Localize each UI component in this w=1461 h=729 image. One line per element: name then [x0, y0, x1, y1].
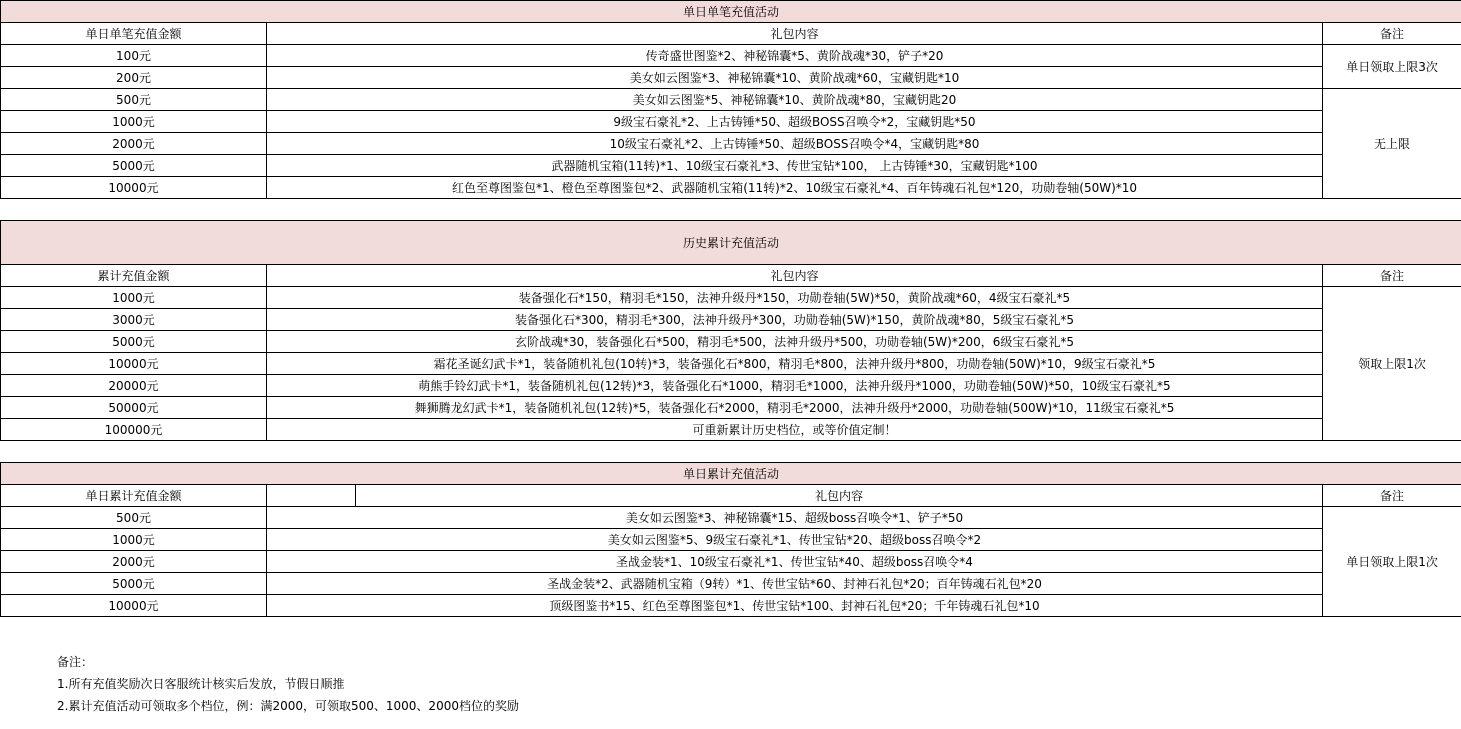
single-recharge-table [0, 0, 1461, 199]
amount-cell: 100000元 [1, 419, 267, 441]
table-header-row [1, 485, 1461, 507]
table-title: 历史累计充值活动 [1, 221, 1461, 265]
table-title-row [1, 1, 1461, 23]
content-cell: 红色至尊图鉴包*1、橙色至尊图鉴包*2、武器随机宝箱(11转)*2、10级宝石豪礼*4、百年铸魂石礼包*120，功勋卷轴(50W)*10 [267, 177, 1323, 199]
amount-cell: 10000元 [1, 177, 267, 199]
table-row [1, 507, 1461, 529]
notes-line: 2.累计充值活动可领取多个档位，例：满2000，可领取500、1000、2000档位的奖励 [57, 699, 519, 713]
table-title-row [1, 221, 1461, 265]
table-row [1, 45, 1461, 67]
header-content: 礼包内容 [267, 23, 1323, 45]
table-row [1, 111, 1461, 133]
table-row [1, 595, 1461, 617]
table-row [1, 529, 1461, 551]
table-row [1, 89, 1461, 111]
amount-cell: 2000元 [1, 551, 267, 573]
content-cell: 舞狮腾龙幻武卡*1，装备随机礼包(12转)*5，装备强化石*2000，精羽毛*2000，法神升级丹*2000，功勋卷轴(500W)*10，11级宝石豪礼*5 [267, 397, 1323, 419]
amount-cell: 100元 [1, 45, 267, 67]
content-cell: 美女如云图鉴*3、神秘锦囊*15、超级boss召唤令*1、铲子*50 [267, 507, 1323, 529]
header-amount: 单日单笔充值金额 [1, 23, 267, 45]
header-amount: 单日累计充值金额 [1, 485, 267, 507]
table-row [1, 309, 1461, 331]
content-cell: 装备强化石*300，精羽毛*300，法神升级丹*300，功勋卷轴(5W)*150，黄阶战魂*80，5级宝石豪礼*5 [267, 309, 1323, 331]
content-cell: 美女如云图鉴*3、神秘锦囊*10、黄阶战魂*60，宝藏钥匙*10 [267, 67, 1323, 89]
content-cell: 顶级图鉴书*15、红色至尊图鉴包*1、传世宝钻*100、封神石礼包*20；千年铸魂石礼包*10 [267, 595, 1323, 617]
table-row [1, 331, 1461, 353]
content-cell: 传奇盛世图鉴*2、神秘锦囊*5、黄阶战魂*30，铲子*20 [267, 45, 1323, 67]
amount-cell: 500元 [1, 89, 267, 111]
amount-cell: 5000元 [1, 155, 267, 177]
table-header-row [1, 265, 1461, 287]
header-amount: 累计充值金额 [1, 265, 267, 287]
history-recharge-table [0, 220, 1461, 441]
content-cell: 装备强化石*150，精羽毛*150，法神升级丹*150，功勋卷轴(5W)*50，黄阶战魂*60，4级宝石豪礼*5 [267, 287, 1323, 309]
header-notes: 备注 [1323, 265, 1461, 287]
notes-heading: 备注： [57, 655, 94, 669]
amount-cell: 5000元 [1, 573, 267, 595]
content-cell: 美女如云图鉴*5、神秘锦囊*10、黄阶战魂*80，宝藏钥匙20 [267, 89, 1323, 111]
notes-cell: 单日领取上限1次 [1323, 507, 1461, 617]
table-row [1, 551, 1461, 573]
amount-cell: 1000元 [1, 287, 267, 309]
table-row [1, 133, 1461, 155]
notes-cell: 领取上限1次 [1323, 287, 1461, 441]
amount-cell: 1000元 [1, 529, 267, 551]
notes-line: 1.所有充值奖励次日客服统计核实后发放，节假日顺推 [57, 677, 345, 691]
amount-cell: 200元 [1, 67, 267, 89]
table-title-row [1, 463, 1461, 485]
amount-cell: 2000元 [1, 133, 267, 155]
content-cell: 玄阶战魂*30，装备强化石*500，精羽毛*500，法神升级丹*500，功勋卷轴(5W)*200，6级宝石豪礼*5 [267, 331, 1323, 353]
table-row [1, 573, 1461, 595]
table-row [1, 177, 1461, 199]
amount-cell: 500元 [1, 507, 267, 529]
table-row [1, 353, 1461, 375]
content-cell: 圣战金装*1、10级宝石豪礼*1、传世宝钻*40、超级boss召唤令*4 [267, 551, 1323, 573]
content-cell: 9级宝石豪礼*2、上古铸锤*50、超级BOSS召唤令*2，宝藏钥匙*50 [267, 111, 1323, 133]
header-content: 礼包内容 [356, 485, 1323, 507]
content-cell: 萌熊手铃幻武卡*1，装备随机礼包(12转)*3，装备强化石*1000，精羽毛*1000，法神升级丹*1000，功勋卷轴(50W)*50，10级宝石豪礼*5 [267, 375, 1323, 397]
daily-cumulative-table [0, 462, 1461, 617]
table-row [1, 287, 1461, 309]
table-row [1, 155, 1461, 177]
table-row [1, 419, 1461, 441]
footer-notes [57, 651, 519, 717]
amount-cell: 1000元 [1, 111, 267, 133]
amount-cell: 50000元 [1, 397, 267, 419]
header-notes: 备注 [1323, 23, 1461, 45]
table-title: 单日累计充值活动 [1, 463, 1461, 485]
table-row [1, 67, 1461, 89]
amount-cell: 5000元 [1, 331, 267, 353]
notes-cell: 无上限 [1323, 89, 1461, 199]
amount-cell: 10000元 [1, 353, 267, 375]
table-title: 单日单笔充值活动 [1, 1, 1461, 23]
header-notes: 备注 [1323, 485, 1461, 507]
notes-cell: 单日领取上限3次 [1323, 45, 1461, 89]
content-cell: 圣战金装*2、武器随机宝箱（9转）*1、传世宝钻*60、封神石礼包*20；百年铸魂石礼包*20 [267, 573, 1323, 595]
empty-header-cell [267, 485, 356, 507]
table-header-row [1, 23, 1461, 45]
content-cell: 美女如云图鉴*5、9级宝石豪礼*1、传世宝钻*20、超级boss召唤令*2 [267, 529, 1323, 551]
content-cell: 可重新累计历史档位，或等价值定制！ [267, 419, 1323, 441]
content-cell: 霜花圣诞幻武卡*1，装备随机礼包(10转)*3，装备强化石*800，精羽毛*800，法神升级丹*800，功勋卷轴(50W)*10，9级宝石豪礼*5 [267, 353, 1323, 375]
amount-cell: 10000元 [1, 595, 267, 617]
table-row [1, 397, 1461, 419]
amount-cell: 20000元 [1, 375, 267, 397]
content-cell: 武器随机宝箱(11转)*1、10级宝石豪礼*3、传世宝钻*100， 上古铸锤*30，宝藏钥匙*100 [267, 155, 1323, 177]
header-content: 礼包内容 [267, 265, 1323, 287]
table-row [1, 375, 1461, 397]
content-cell: 10级宝石豪礼*2、上古铸锤*50、超级BOSS召唤令*4，宝藏钥匙*80 [267, 133, 1323, 155]
amount-cell: 3000元 [1, 309, 267, 331]
